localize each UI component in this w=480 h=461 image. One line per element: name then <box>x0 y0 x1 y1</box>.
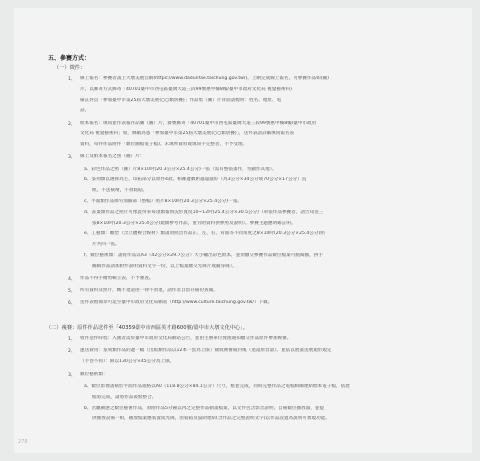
item-text-line: 圖稿作品請加附件說明資料文字一份，以上檔案繳交光碟片或隨身碟）。 <box>92 263 237 269</box>
item-text-line: 數位藝術類： <box>80 371 108 377</box>
subsection-heading: （一）徵件： <box>54 65 86 71</box>
item-text-line: 供播放設備一組，播放檔案應裝置成光碟，由裝箱及協助連結(含作品之完整說明文字)以作品設置為說明可實現功能。 <box>92 416 330 422</box>
item-number: 1、 <box>68 337 76 342</box>
item-text-line: a、彩色作品之照（圖）片8×10吋(20.3公分×25.4公分)一張（需有整張畫作，勿顯作其他）。 <box>84 166 277 172</box>
item-text-line: e、工藝類：雕塑（含立體複合媒材）類請須照出作品正、左、右、背面等不同角度之8×10吋(20.3公分×25.4公分)照 <box>84 231 325 237</box>
subsection-heading-review: （二）複賽：原件作品送件至「40359臺中市西區英才路600號/臺中市大墩文化中心」。 <box>46 325 248 331</box>
item-text-line: 片，以郵寄方式郵寄「40701臺中市西屯區臺灣大道三段99號惠中樓8樓/臺中市政府文化局 視覺藝術科) <box>80 86 292 92</box>
item-text-line: 運送費用：篆刻類作品的邊一幅（出版類作品以12本一套為上限）徵收複審開封後（退還原容量）。並依以展畫送展規形規定 <box>80 348 332 354</box>
item-number: 6、 <box>68 301 76 307</box>
item-text-line: 紙，不送裱褙，不須黏貼。 <box>92 188 148 194</box>
item-text-line: 檔將完成，請將作品裝框整合。 <box>92 394 157 400</box>
section-title: 五、參賽方式： <box>48 55 91 62</box>
item-text-line: 所有資料及照片，概不退還由一律不須退，請作者自留存備份查閱。 <box>80 288 218 294</box>
item-text-line: 文化局 視覺藝術科」收，郵戳為憑「參加臺中市第25屆大墩美展(○○類別賽)」，送件表請詳細填寫報名表 <box>80 131 295 137</box>
item-text-line: f、數位藝術類：請將作品以A3（42公分×29.7公分）大小輸出彩色紙本，並須繳交參賽作品數位檔案可點閱播，拼手 <box>84 253 323 258</box>
item-number: 4、 <box>68 277 76 282</box>
item-text-line: （手卷不拘）：限以130公分×45公分為上限。 <box>80 359 175 365</box>
item-text-line: a、數位影像請裱於平面作品規格以A0（118.8公分×84.1公分）尺寸，框並完成，同時完整作品之電檔相關連結標本電子檔，依建 <box>84 384 350 389</box>
item-number: 3、 <box>68 372 76 378</box>
item-number: 1、 <box>68 77 76 82</box>
item-text-line: d、書畫類作品之照片可像此得來每項類報情況形寬度10~12吋(25.4公分×30.5公分)（單張作品參賽者，請告知送三 <box>84 209 324 215</box>
item-text-line: c、平面類作品擇另加細部（整幅）照片8×10吋(20.3公分×25.4公分)一張。 <box>84 199 242 204</box>
item-text-line: 線上及紙本報名之照（圖）片： <box>80 154 145 160</box>
item-text-line: 送件表暨簡章可逕至臺中市政府文化局網站（http://www.culture.taichung.gov.tw/）下載。 <box>80 300 273 306</box>
item-number: 2、 <box>68 121 76 127</box>
item-text-line: 紙本報名：填寫並作表報作品圖（圖）片，掛號郵寄「40701臺中市西屯區臺灣大道三段99號惠中樓8樓/臺中市政府 <box>80 120 317 126</box>
item-text-line: 線上報名：參賽者請上大墩美展官網(https://www.dadunfae.taichung.gov.tw/)，上網完成線上報名，另參賽作品如(圖) <box>80 76 329 81</box>
item-text-line: 收件送件時程：入圍者需於臺中市政府文化局網站公告，並由主辦單位發函通知繳交作品原件參加複審。 <box>80 336 292 341</box>
item-number: 2、 <box>68 349 76 355</box>
page-number: 278 <box>18 439 28 445</box>
item-text-line: 話。 <box>80 108 90 114</box>
item-number: 3、 <box>68 155 76 161</box>
item-text-line: b、若屬動態之數位藝術作品，須附作品5分鐘以內之完整作品動畫檔案，以文件包含影音說明，自備數位播放器，並提 <box>84 405 325 411</box>
item-text-line: 作品不得手繪剪輯立表，不予審查。 <box>80 276 154 281</box>
item-text-line: b、篆刻類以選擇為主，印拓部分以原件4款、相鄰邊數距越遠越好（為3公分×34公分或70公分×17公分）直 <box>84 177 307 183</box>
item-text-line: 張8×10吋(20.3公分×25.4公分)規類參考作品，並另附資料供參照及說明）。參賽主題應明確註明。 <box>92 220 296 226</box>
item-text-line: 資料，每件作品附件「數位圖檔電子檔)。未填齊資料或填寫不完整者，不予受理。 <box>80 142 248 148</box>
item-number: 5、 <box>68 289 76 295</box>
item-text-line: 片共四一張。 <box>92 242 120 248</box>
item-text-line: 備註封頁「參加臺中市第25屆大墩美展(○○類別賽)」作品集（圖）片背面請標明：姓名、地址、電 <box>80 97 282 103</box>
